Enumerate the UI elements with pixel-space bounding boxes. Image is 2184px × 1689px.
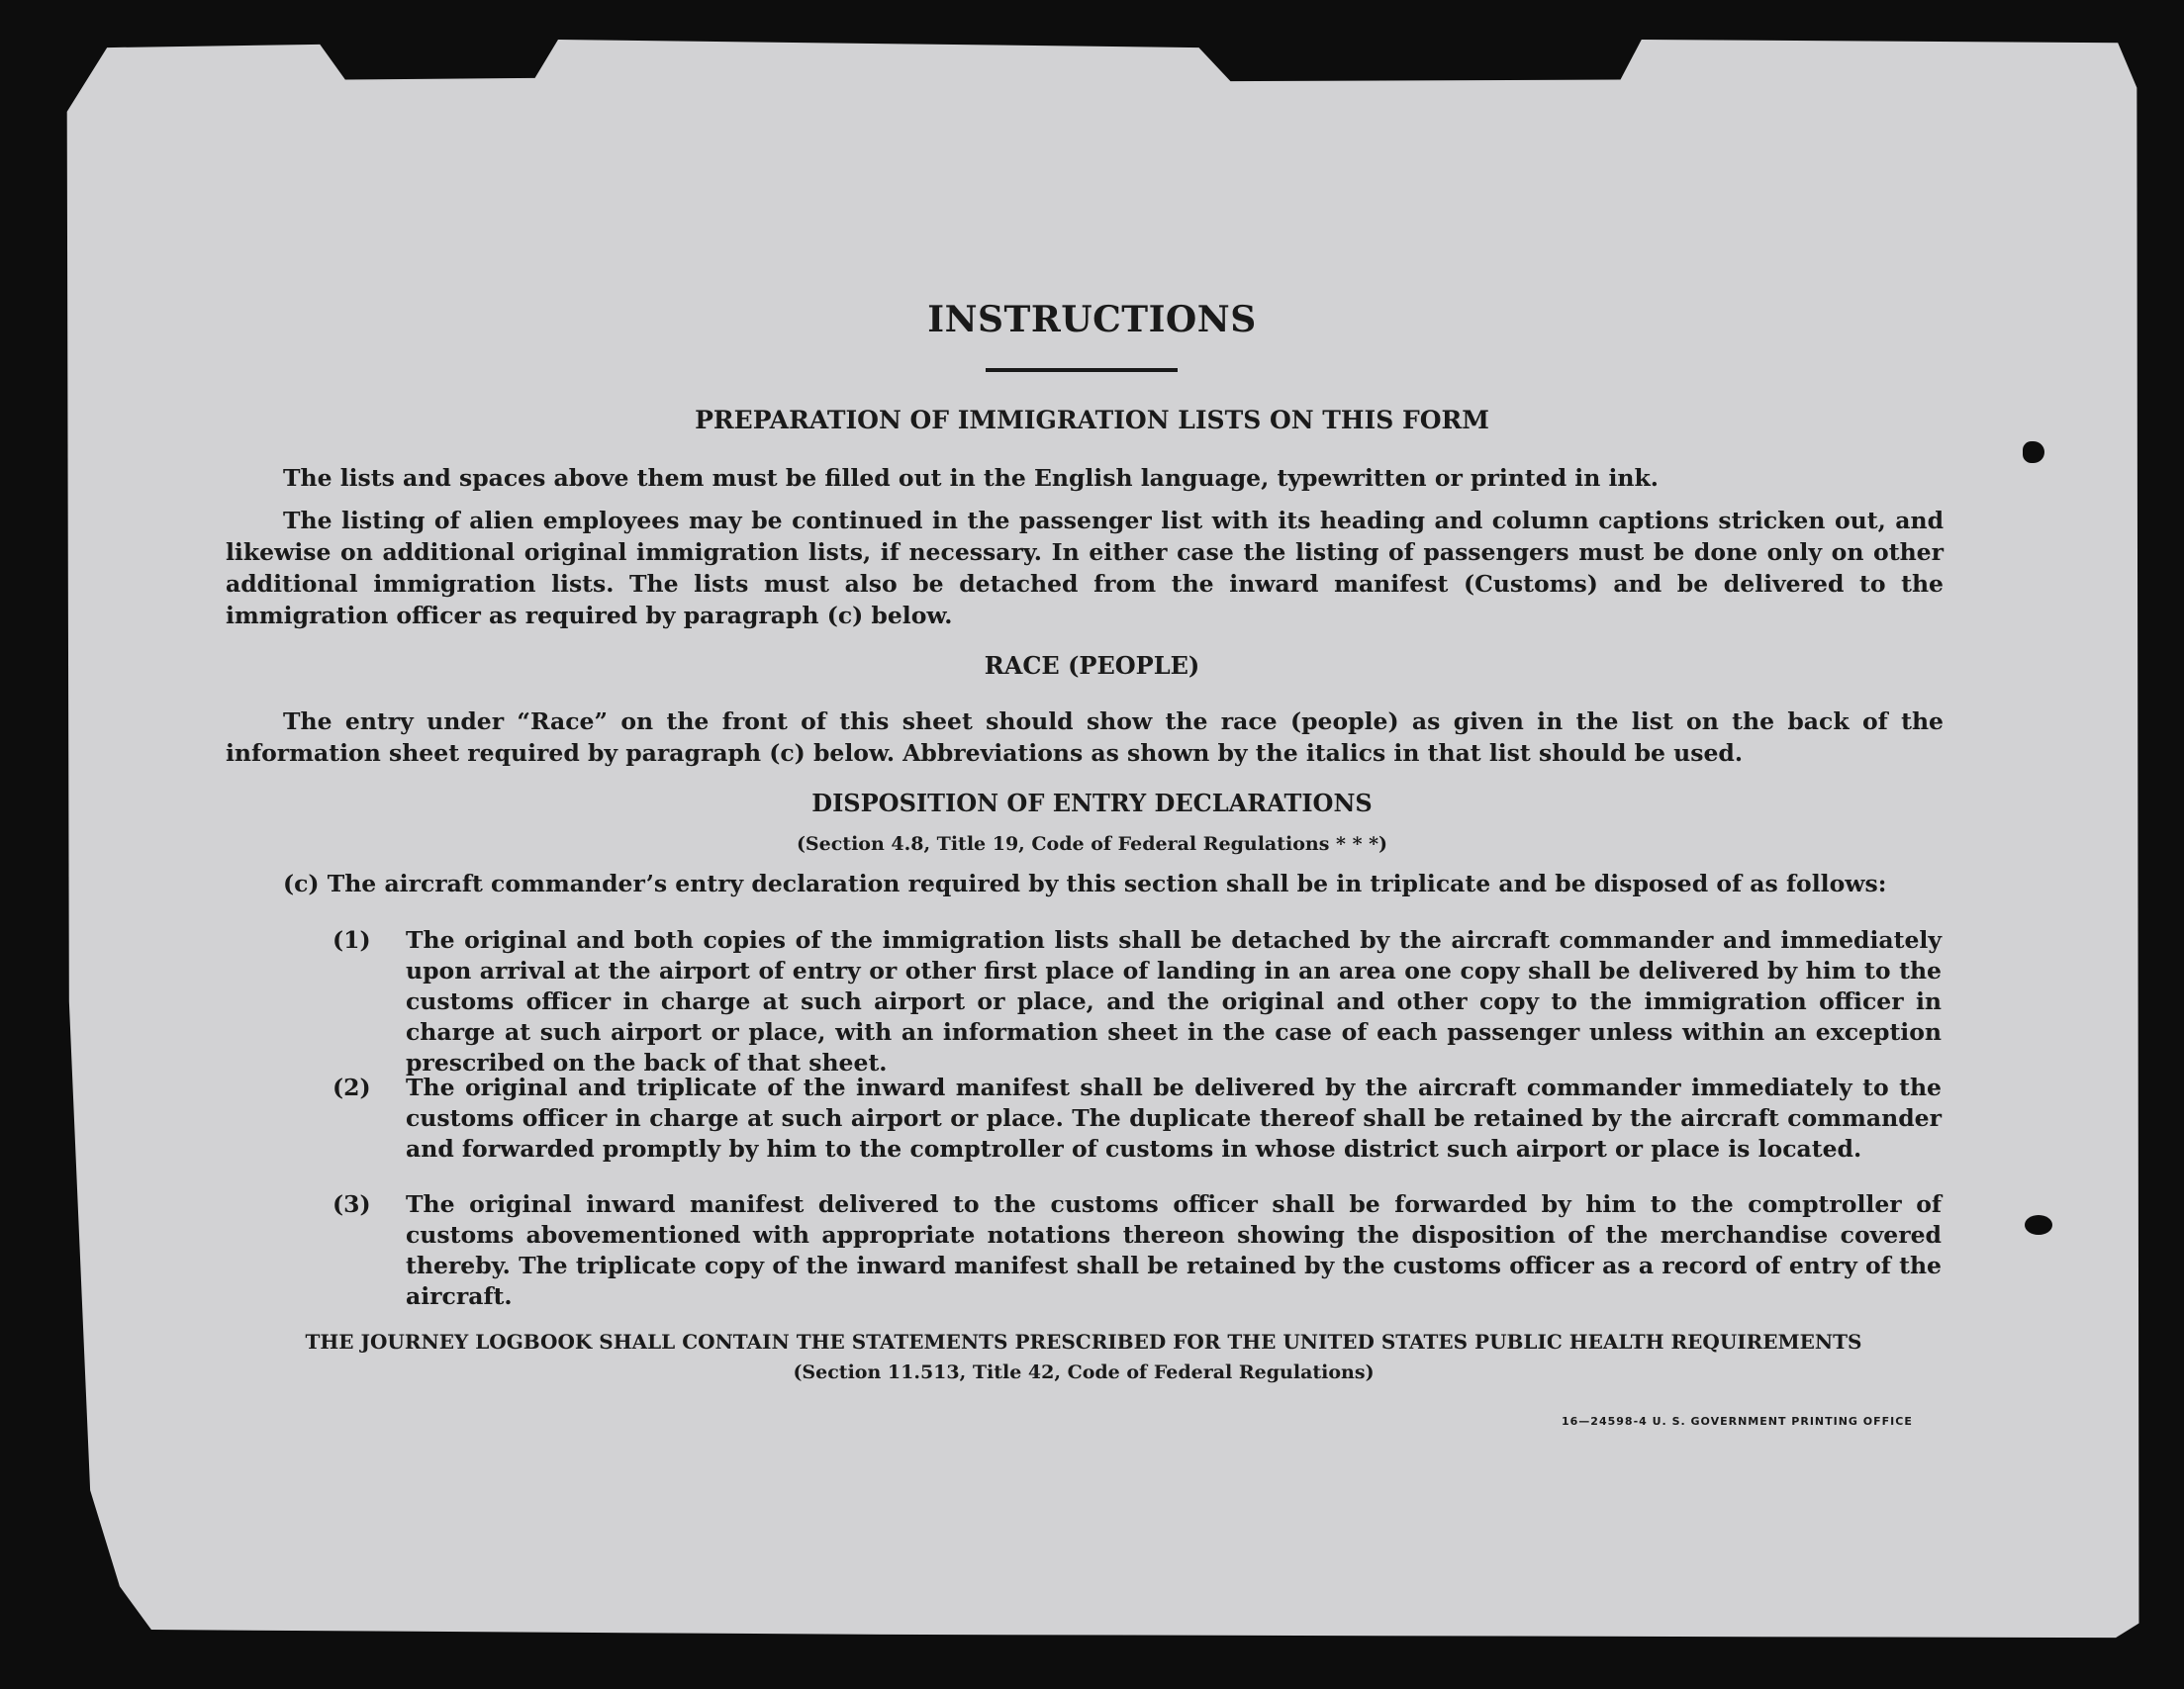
punch-mark xyxy=(2025,1215,2052,1235)
title-underline xyxy=(986,368,1178,372)
list-item-2: (2) The original and triplicate of the inward manifest shall be delivered by the aircraft commander immediately to the customs officer in charge at such airport or place. The duplicate thereof shall be retained by the aircraft commander and forwarded promptly by him to the comptroller of customs in whose district such airport or place is located. xyxy=(332,1074,1942,1163)
list-item-3: (3) The original inward manifest delivered to the customs officer shall be forwarded by him to the comptroller of customs abovementioned with appropriate notations thereon showing the disposition of the merchandise covered thereby. The triplicate copy of the inward manifest shall be retained by the customs officer as a record of entry of the aircraft. xyxy=(332,1190,1942,1310)
list-item-number: (1) xyxy=(332,926,371,954)
paragraph-disposition-intro: (c) The aircraft commander’s entry declaration required by this section shall be in triplicate and be disposed of as follows: xyxy=(283,870,1887,897)
page-title: INSTRUCTIONS xyxy=(927,299,1257,340)
heading-race: RACE (PEOPLE) xyxy=(984,651,1200,680)
paragraph-race: The entry under “Race” on the front of this sheet should show the race (people) as given in the list on the back of the information sheet required by paragraph (c) below. Abbreviations as shown by the italics in that list should be used. xyxy=(226,707,1944,767)
citation-disposition: (Section 4.8, Title 19, Code of Federal Regulations * * *) xyxy=(796,833,1388,855)
footer-line-2: (Section 11.513, Title 42, Code of Federal Regulations) xyxy=(793,1361,1375,1383)
punch-mark xyxy=(2023,441,2044,463)
paragraph-preparation-1: The lists and spaces above them must be filled out in the English language, typewritten or printed in ink. xyxy=(283,464,1659,492)
paragraph-preparation-2: The listing of alien employees may be continued in the passenger list with its heading and column captions stricken out, and likewise on additional original immigration lists, if necessary. In either case the listing of passengers must be done only on other additional immigration lists. The lists must also be detached from the inward manifest (Customs) and be delivered to the immigration officer as required by paragraph (c) below. xyxy=(226,507,1944,629)
printer-mark: 16—24598-4 U. S. GOVERNMENT PRINTING OFFICE xyxy=(1562,1415,1913,1428)
heading-disposition: DISPOSITION OF ENTRY DECLARATIONS xyxy=(811,789,1373,817)
intro-label: (c) xyxy=(283,870,320,897)
list-item-number: (3) xyxy=(332,1190,371,1218)
list-item-number: (2) xyxy=(332,1074,371,1101)
heading-preparation: PREPARATION OF IMMIGRATION LISTS ON THIS FORM xyxy=(695,406,1489,434)
list-item-1: (1) The original and both copies of the immigration lists shall be detached by the aircraft commander and immediately upon arrival at the airport of entry or other first place of landing in an area one copy shall be delivered by him to the customs officer in charge at such airport or place, and the original and other copy to the immigration officer in charge at such airport or place, with an information sheet in the case of each passenger unless within an exception prescribed on the back of that sheet. xyxy=(332,926,1942,1077)
footer-line-1: THE JOURNEY LOGBOOK SHALL CONTAIN THE STATEMENTS PRESCRIBED FOR THE UNITED STATES PUBLIC HEALTH REQUIREMENTS xyxy=(305,1330,1862,1354)
